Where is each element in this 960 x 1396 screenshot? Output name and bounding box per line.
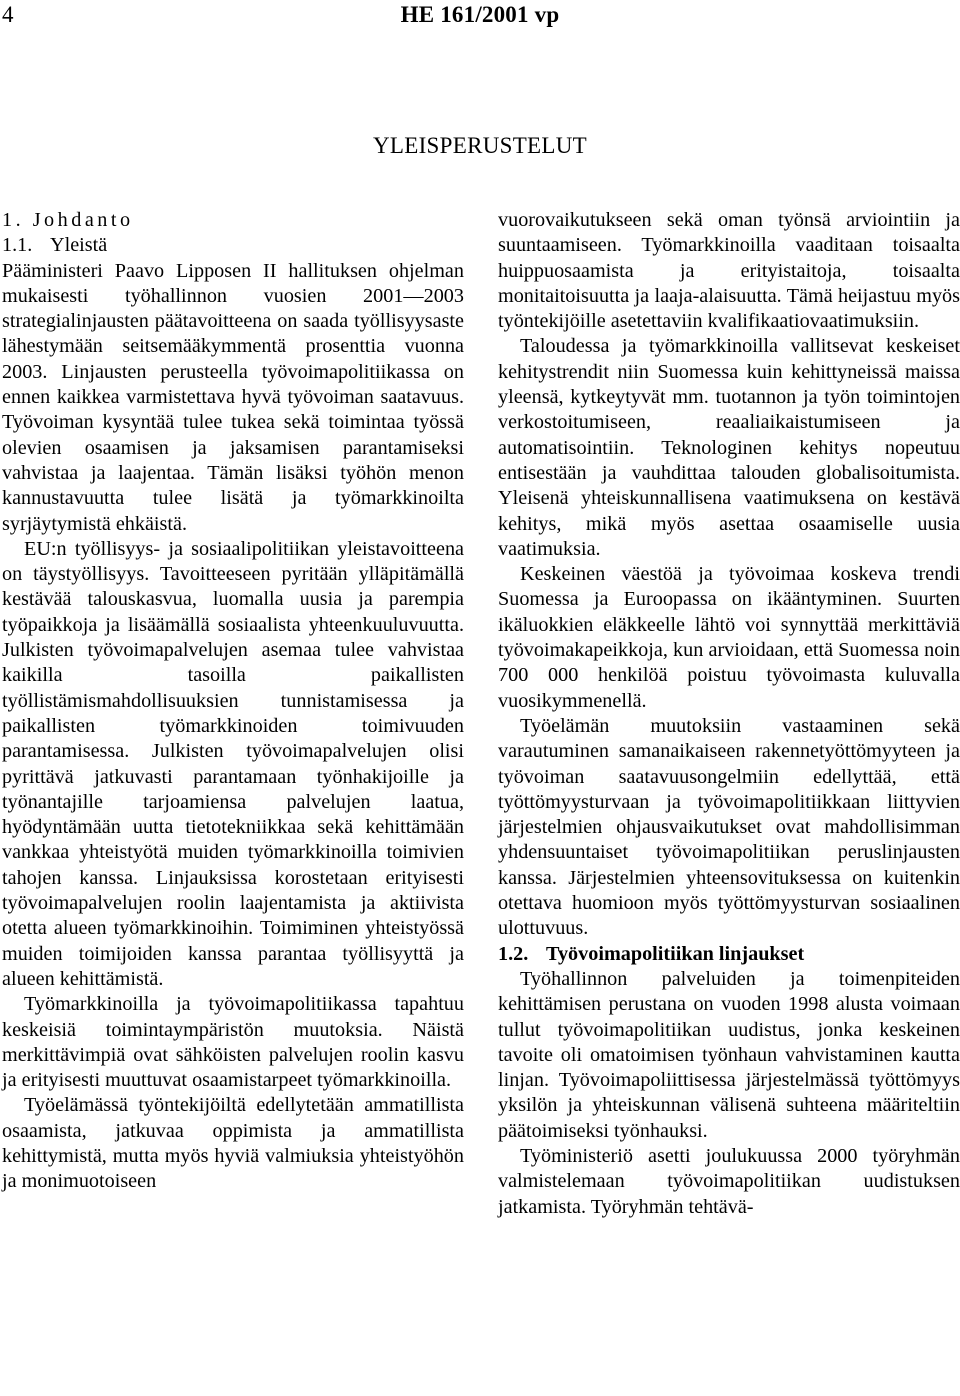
section-title: YLEISPERUSTELUT <box>372 133 588 158</box>
paragraph: Työelämän muutoksiin vastaaminen sekä varautuminen samanaikaiseen rakennetyöttömyyteen ja työvoiman saatavuusongelmiin edellyttää, että työttömyysturvaan ja työvoimapolitiikkaan liittyvien järjestelmien ohjausvaikutukset ovat mahdollisimman yhdensuuntaiset työvoimapolitiikan peruslinjausten kanssa. Järjestelmien yhteensovituksessa on kuitenkin otettava huomioon myös työttömyysturvan sosiaalinen ulottuvuus. <box>498 714 960 940</box>
page-header <box>0 0 960 30</box>
paragraph: vuorovaikutukseen sekä oman työnsä arviointiin ja suuntaamiseen. Työmarkkinoilla vaaditaan toisaalta huippuosaamista ja erityistaitoja, toisaalta monitaitoisuutta ja laaja-alaisuutta. Tämä heijastuu myös työntekijöille asetettaviin kvalifikaatiovaatimuksiin. <box>498 209 960 333</box>
paragraph: Taloudessa ja työmarkkinoilla vallitsevat keskeiset kehitystrendit niin Suomessa kuin kehittyneissä maissa yleensä, kytkeytyvät mm. tuotannon ja työn toimintojen verkostoitumiseen, reaaliaikaistumiseen ja automatisointiin. Teknologinen kehitys nopeutuu entisestään ja vauhdittaa talouden globalisoitumista. Yleisenä yhteiskunnallisena vaatimuksena on kestävä kehitys, mikä myös asettaa osaamiselle uusia vaatimuksia. <box>498 335 960 560</box>
subsection-number: 1.2. <box>498 942 529 965</box>
subsection-title: Yleistä <box>50 234 108 257</box>
paragraph: Työhallinnon palveluiden ja toimenpiteiden kehittämisen perustana on vuoden 1998 alusta voimaan tullut työvoimapolitiikan uudistus, jonka keskeinen tavoite oli omatoimisen työnhaun vahvistaminen kautta linjan. Työvoimapoliittisessa järjestelmässä työttömyys yksilön ja yhteiskunnan välisenä suhteena määriteltiin päätoimiseksi työnhauksi. <box>498 967 960 1142</box>
paragraph: Keskeinen väestöä ja työvoimaa koskeva trendi Suomessa ja Euroopassa on ikääntyminen. Suurten ikäluokkien eläkkeelle lähtö voi synnyttää merkittäviä työvoimakapeikkoja, kun arvioidaan, että Suomessa noin 700 000 henkilöä poistuu työvoimasta kuluvalla vuosikymmenellä. <box>498 563 960 712</box>
paragraph: Työministeriö asetti joulukuussa 2000 työryhmän valmistelemaan työvoimapolitiikan uudistuksen jatkamista. Työryhmän tehtävä- <box>498 1144 960 1218</box>
paragraph: Pääministeri Paavo Lipposen II hallituksen ohjelman mukaisesti työhallinnon vuosien 2001—2003 strategialinjausten päätavoitteena on saada työllisyysaste lähestymään seitsemääkymmentä prosenttia vuonna 2003. Linjausten perusteella työvoimapolitiikassa on ennen kaikkea varmistettava hyvä työvoiman saatavuus. Työvoiman kysyntää tulee tukea sekä toimintaa työssä olevien osaamisen ja jaksamisen parantamiseksi vahvistaa ja laajentaa. Tämän lisäksi työhön menon kannustavuutta tulee lisätä ja työmarkkinoilta syrjäytymistä ehkäistä. <box>2 259 464 535</box>
subsection-number: 1.1. <box>2 234 33 257</box>
paragraph: Työelämässä työntekijöiltä edellytetään ammatillista osaamista, jatkuvaa oppimista ja ammatillista kehittymistä, mutta myös hyviä valmiuksia yhteistyöhön ja monimuotoiseen <box>2 1094 464 1193</box>
subsection-heading <box>2 233 464 258</box>
subsection-title: Työvoimapolitiikan linjaukset <box>546 942 805 965</box>
page-number: 4 <box>2 2 14 27</box>
paragraph: EU:n työllisyys- ja sosiaalipolitiikan yleistavoitteena on täystyöllisyys. Tavoitteeseen pyritään ylläpitämällä kestävää talouskasvua, luomalla uusia ja parempia työpaikkoja ja lisäämällä sosiaalista yhteenkuuluvuutta. Julkisten työvoimapalvelujen asemaa tulee vahvistaa kaikilla tasoilla paikallisten työllistämismahdollisuuksien tunnistamisessa ja paikallisten työmarkkinoiden toimivuuden parantamisessa. Julkisten työvoimapalvelujen olisi pyrittävä jatkuvasti parantamaan työnhakijoille ja työnantajille tarjoamiensa palvelujen laatua, hyödyntämään uutta tietotekniikkaa sekä kehittämään vankkaa yhteistyötä muiden työmarkkinoilla toimivien tahojen kanssa. Linjauksissa korostetaan erityisesti työvoimapalvelujen roolin laajentamista ja aktiivista otetta alueen työmarkkinoihin. Toimiminen yhteistyössä muiden toimijoiden kanssa parantaa työllisyyttä ja alueen kehittämistä. <box>2 537 464 990</box>
subsection-heading <box>498 942 960 967</box>
document-id: HE 161/2001 vp <box>400 2 560 27</box>
paragraph: Työmarkkinoilla ja työvoimapolitiikassa tapahtuu keskeisiä toimintaympäristön muutoksia. Näistä merkittävimpiä ovat sähköisten palvelujen roolin kasvu ja erityisesti muuttuvat osaamistarpeet työmarkkinoilla. <box>2 993 464 1092</box>
chapter-heading: 1. Johdanto <box>2 209 134 231</box>
left-column <box>2 208 464 1195</box>
right-column <box>498 208 960 1220</box>
